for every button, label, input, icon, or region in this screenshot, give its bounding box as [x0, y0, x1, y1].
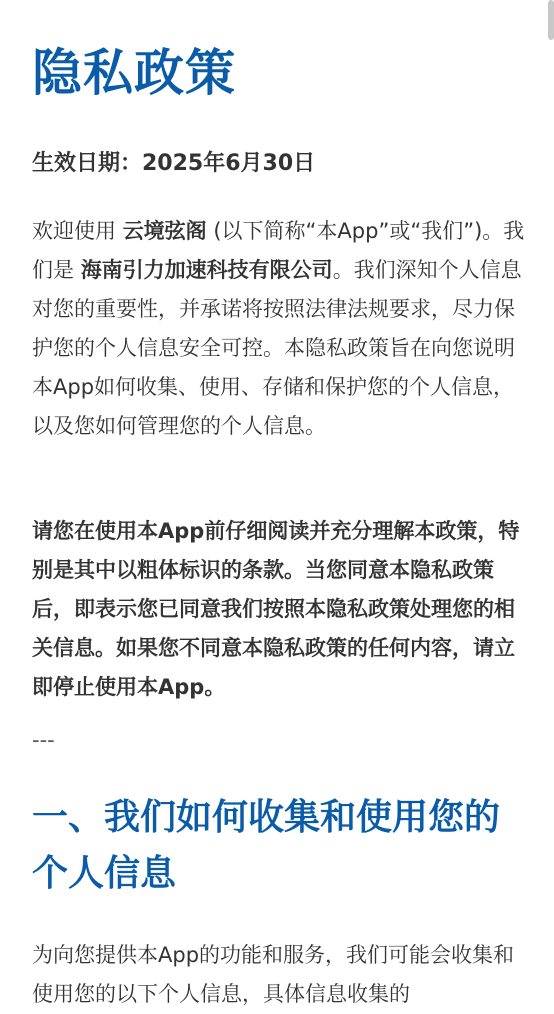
intro-paragraph	[32, 212, 526, 446]
intro-text-3: 。我们深知个人信息对您的重要性，并承诺将按照法律法规要求，尽力保护您的个人信息安全可控。本隐私政策旨在向您说明本App如何收集、使用、存储和保护您的个人信息，以及您如何管理您的个人信息。	[32, 258, 522, 438]
scrollbar[interactable]	[548, 0, 554, 40]
notice-paragraph: 请您在使用本App前仔细阅读并充分理解本政策，特别是其中以粗体标识的条款。当您同意本隐私政策后，即表示您已同意我们按照本隐私政策处理您的相关信息。如果您不同意本隐私政策的任何内容，请立即停止使用本App。	[32, 519, 520, 699]
app-name: 云境弦阁	[122, 219, 207, 243]
intro-text-1: 欢迎使用	[32, 219, 123, 243]
company-name: 海南引力加速科技有限公司	[80, 258, 333, 282]
divider: ---	[32, 728, 55, 752]
page-title: 隐私政策	[32, 44, 236, 102]
intro-text-2: (以下简称“本App”或“我们”)。我们是	[32, 219, 525, 282]
section-heading: 一、我们如何收集和使用您的个人信息	[32, 797, 501, 894]
effective-date: 生效日期：2025年6月30日	[32, 151, 316, 176]
section-paragraph: 为向您提供本App的功能和服务，我们可能会收集和使用您的以下个人信息，具体信息收集的	[32, 943, 515, 1006]
